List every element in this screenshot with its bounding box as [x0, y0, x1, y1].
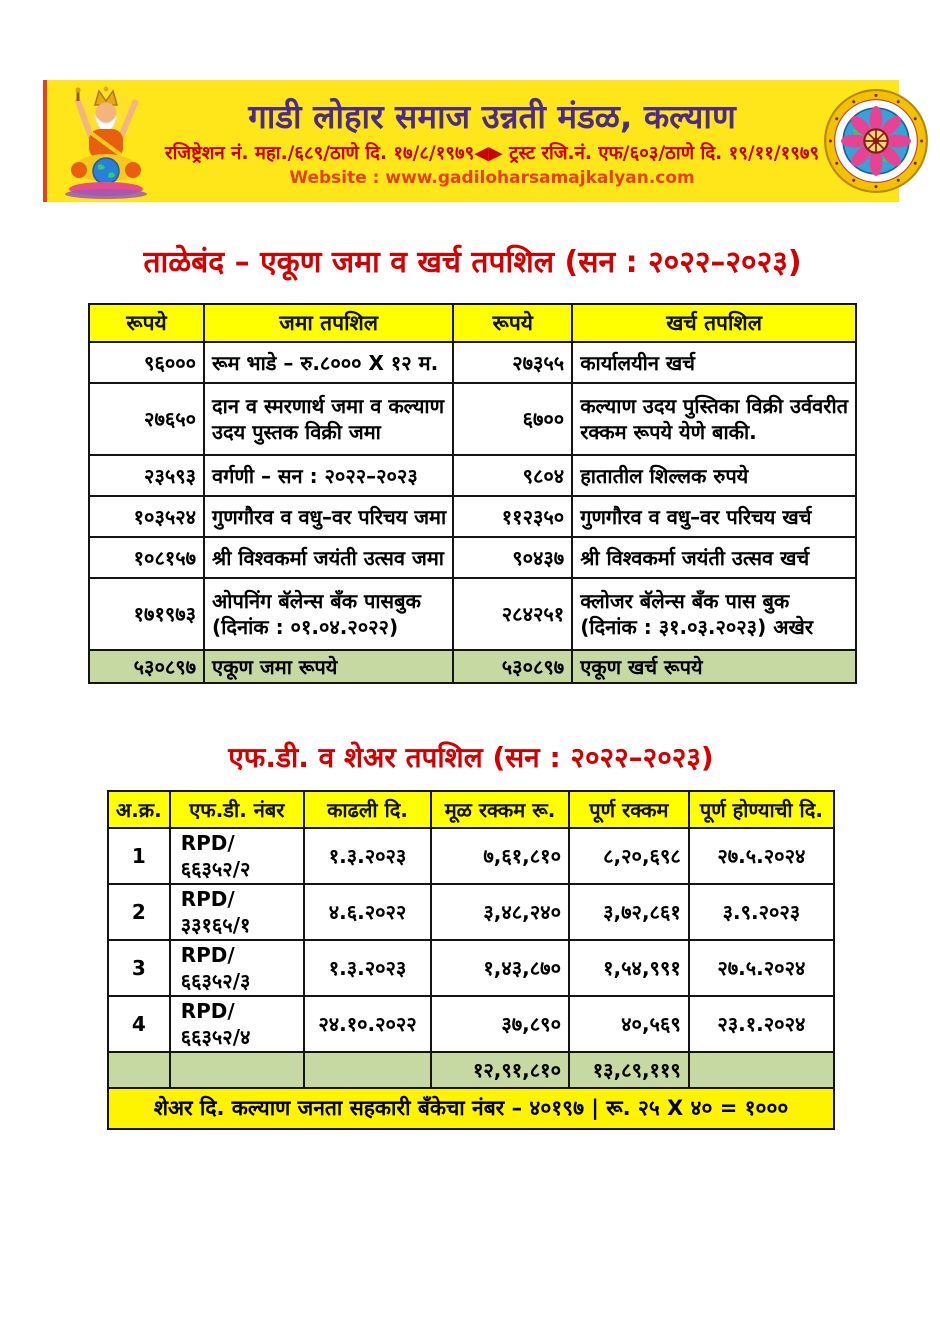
banner-text-block	[165, 94, 819, 189]
fd-number: RPD/६६३५२/४	[170, 996, 304, 1052]
maturity-date: ३.९.२०२३	[689, 884, 834, 940]
principal-amount: ३,४८,२४०	[431, 884, 569, 940]
serial-number: 2	[108, 884, 170, 940]
table-header-row	[89, 304, 856, 342]
table-row	[89, 578, 856, 650]
debit-amount: ९८०४	[453, 455, 572, 496]
maturity-date: २७.५.२०२४	[689, 940, 834, 996]
principal-amount: ७,६१,८१०	[431, 828, 569, 884]
col-header-maturity: पूर्ण रक्कम	[569, 791, 689, 828]
credit-desc: रूम भाडे – रु.८००० X १२ म.	[204, 342, 453, 383]
withdrawn-date: १.३.२०२३	[304, 940, 431, 996]
table-row	[108, 996, 834, 1052]
debit-amount: ११२३५०	[453, 496, 572, 537]
serial-number: 3	[108, 940, 170, 996]
maturity-amount: ८,२०,६९८	[569, 828, 689, 884]
total-credit-label: एकूण जमा रूपये	[204, 650, 453, 683]
total-debit-label: एकूण खर्च रूपये	[572, 650, 856, 683]
balance-sheet-title: ताळेबंद – एकूण जमा व खर्च तपशिल (सन : २०२२–२०२३)	[143, 245, 802, 280]
empty-cell	[108, 1052, 170, 1088]
total-row	[89, 650, 856, 683]
serial-number: 1	[108, 828, 170, 884]
fd-details-table	[107, 790, 835, 1130]
debit-desc: कल्याण उदय पुस्तिका विक्री उर्ववरीत रक्कम रूपये येणे बाकी.	[572, 383, 856, 455]
fd-number: RPD/६६३५२/२	[170, 828, 304, 884]
debit-amount: २८४२५१	[453, 578, 572, 650]
serial-number: 4	[108, 996, 170, 1052]
income-expense-table	[88, 303, 857, 684]
col-header-withdrawn-date: काढली दि.	[304, 791, 431, 828]
organization-title: गाडी लोहार समाज उन्नती मंडळ, कल्याण	[248, 96, 736, 136]
website-line: Website : www.gadiloharsamajkalyan.com	[289, 168, 695, 189]
debit-amount: ६७००	[453, 383, 572, 455]
empty-cell	[689, 1052, 834, 1088]
credit-desc: दान व स्मरणार्थ जमा व कल्याण उदय पुस्तक विक्री जमा	[204, 383, 453, 455]
table-row	[89, 455, 856, 496]
maturity-total: १३,८९,११९	[569, 1052, 689, 1088]
credit-amount: १०३५२४	[89, 496, 204, 537]
society-emblem-icon	[823, 88, 929, 194]
table-row	[108, 884, 834, 940]
col-header-maturity-date: पूर्ण होण्याची दि.	[689, 791, 834, 828]
col-header-debit-details: खर्च तपशिल	[572, 304, 856, 342]
fd-number: RPD/३३१६५/१	[170, 884, 304, 940]
fd-number: RPD/६६३५२/३	[170, 940, 304, 996]
col-header-credit-details: जमा तपशिल	[204, 304, 453, 342]
total-debit-amount: ५३०८९७	[453, 650, 572, 683]
credit-desc: गुणगौरव व वधु–वर परिचय जमा	[204, 496, 453, 537]
table-header-row	[108, 791, 834, 828]
credit-amount: २३५९३	[89, 455, 204, 496]
share-note: शेअर दि. कल्याण जनता सहकारी बँकेचा नंबर – ४०१९७ | रू. २५ X ४० = १०००	[108, 1088, 834, 1129]
debit-amount: २७३५५	[453, 342, 572, 383]
table-row	[89, 496, 856, 537]
credit-desc: ओपनिंग बॅलेन्स बँक पासबुक (दिनांक : ०१.०४.२०२२)	[204, 578, 453, 650]
debit-desc: श्री विश्वकर्मा जयंती उत्सव खर्च	[572, 537, 856, 578]
principal-total: १२,९१,८१०	[431, 1052, 569, 1088]
debit-desc: क्लोजर बॅलेन्स बँक पास बुक (दिनांक : ३१.०३.२०२३) अखेर	[572, 578, 856, 650]
col-header-serial: अ.क्र.	[108, 791, 170, 828]
withdrawn-date: २४.१०.२०२२	[304, 996, 431, 1052]
maturity-amount: ४०,५६९	[569, 996, 689, 1052]
debit-amount: ९०४३७	[453, 537, 572, 578]
society-emblem-image	[819, 88, 933, 194]
empty-cell	[304, 1052, 431, 1088]
table-row	[108, 940, 834, 996]
letterhead-banner	[43, 80, 899, 202]
credit-desc: वर्गणी – सन : २०२२–२०२३	[204, 455, 453, 496]
table-row	[89, 383, 856, 455]
table-row	[108, 828, 834, 884]
withdrawn-date: १.३.२०२३	[304, 828, 431, 884]
total-credit-amount: ५३०८९७	[89, 650, 204, 683]
col-header-debit-rupees: रूपये	[453, 304, 572, 342]
maturity-date: २७.५.२०२४	[689, 828, 834, 884]
col-header-principal: मूळ रक्कम रू.	[431, 791, 569, 828]
debit-desc: हातातील शिल्लक रुपये	[572, 455, 856, 496]
vishwakarma-deity-image	[47, 82, 165, 200]
share-note-row	[108, 1088, 834, 1129]
empty-cell	[170, 1052, 304, 1088]
maturity-amount: १,५४,९९१	[569, 940, 689, 996]
withdrawn-date: ४.६.२०२२	[304, 884, 431, 940]
principal-amount: ३७,८९०	[431, 996, 569, 1052]
maturity-date: २३.१.२०२४	[689, 996, 834, 1052]
vishwakarma-deity-icon	[50, 83, 162, 199]
total-row	[108, 1052, 834, 1088]
debit-desc: कार्यालयीन खर्च	[572, 342, 856, 383]
credit-amount: २७६५०	[89, 383, 204, 455]
credit-amount: ९६०००	[89, 342, 204, 383]
credit-desc: श्री विश्वकर्मा जयंती उत्सव जमा	[204, 537, 453, 578]
debit-desc: गुणगौरव व वधु–वर परिचय खर्च	[572, 496, 856, 537]
col-header-credit-rupees: रूपये	[89, 304, 204, 342]
registration-line: रजिष्ट्रेशन नं. महा./६८९/ठाणे दि. १७/८/१९७९◀▶ ट्रस्ट रजि.नं. एफ/६०३/ठाणे दि. १९/११/१९७९	[165, 143, 820, 165]
col-header-fd-number: एफ.डी. नंबर	[170, 791, 304, 828]
fd-share-title: एफ.डी. व शेअर तपशिल (सन : २०२२–२०२३)	[228, 741, 714, 774]
principal-amount: १,४३,८७०	[431, 940, 569, 996]
credit-amount: १०८१५७	[89, 537, 204, 578]
maturity-amount: ३,७२,८६१	[569, 884, 689, 940]
table-row	[89, 537, 856, 578]
table-row	[89, 342, 856, 383]
credit-amount: १७१९७३	[89, 578, 204, 650]
